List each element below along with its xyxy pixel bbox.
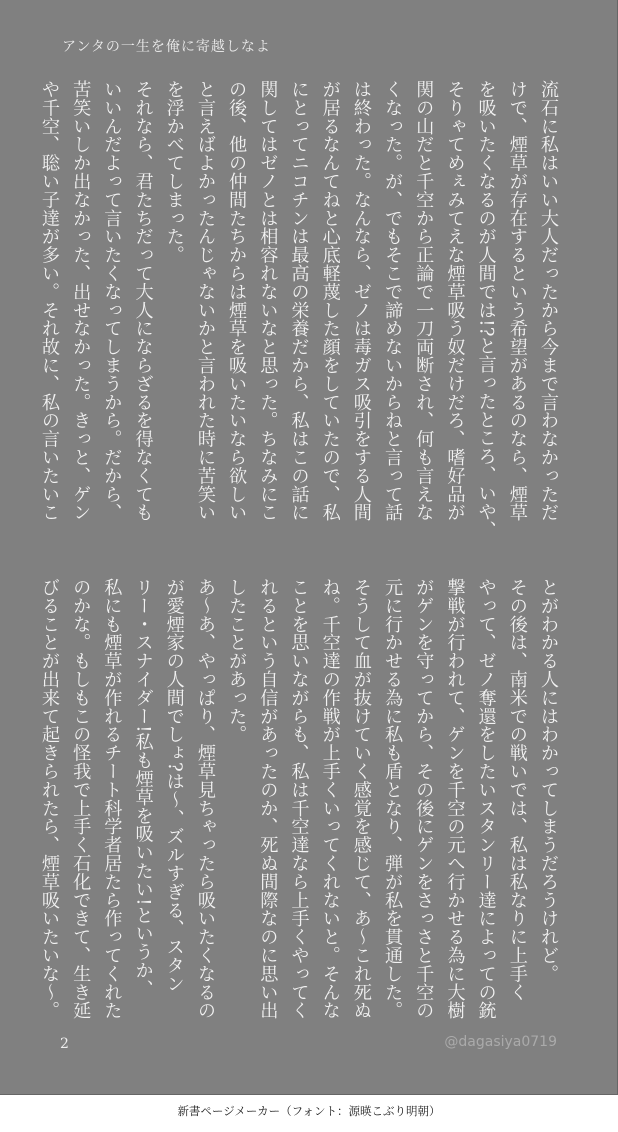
text-line: を吸いたくなるのが人間では!?と言ったところ、いや、 — [475, 80, 497, 540]
text-block-bottom — [37, 578, 561, 1028]
text-line: いいんだよって言いたくなってしまうから。だから、 — [101, 80, 123, 522]
text-line: にとってニコチンは最高の栄養だから、私はこの話に — [288, 80, 310, 522]
text-line: 撃戦が行われて、ゲンを千空の元へ行かせる為に大樹 — [444, 578, 466, 1020]
text-line: 関の山だと千空から正論で一刀両断され、何も言えな — [413, 80, 435, 522]
text-line: がゲンを守ってから、その後にゲンをさっさと千空の — [413, 578, 435, 1020]
text-line: リー・スナイダー!私も煙草を吸いたい!というか、 — [132, 578, 154, 998]
text-line: は終わった。なんなら、ゼノは毒ガス吸引をする人間 — [350, 80, 372, 522]
text-line: 苦笑いしか出なかった、出せなかった。きっと、ゲン — [70, 80, 92, 522]
footer-credit: 新書ページメーカー（フォント：源暎こぶり明朝） — [177, 1104, 441, 1118]
text-line: びることが出来て起きられたら、煙草吸いたいな〜。 — [39, 578, 60, 1020]
text-line: 私にも煙草が作れるチート科学者居たら作ってくれた — [101, 578, 123, 1020]
text-line: が愛煙家の人間でしょ?は〜、ズルすぎる、スタン — [163, 578, 185, 993]
text-line: したことがあった。 — [226, 578, 248, 744]
text-line: が居るなんてねと心底軽蔑した顔をしていたので、私 — [319, 80, 341, 522]
text-line: ことを思いながらも、私は千空達なら上手くやってく — [288, 578, 310, 1020]
text-line: あ〜あ、やっぱり、煙草見ちゃったら吸いたくなるの — [194, 578, 216, 1020]
text-line: ね。千空達の作戦が上手くいってくれないと。そんな — [319, 578, 341, 1020]
running-title: アンタの一生を俺に寄越しなよ — [62, 39, 271, 55]
text-line: そりゃてめぇみてえな煙草吸う奴だけだろ、嗜好品が — [444, 80, 466, 522]
text-line: とがわかる人にはわかってしまうだろうけれど。 — [538, 578, 559, 983]
text-line: を浮かべてしまった。 — [163, 80, 185, 264]
text-line: 元に行かせる為に私も盾となり、弾が私を貫通した。 — [382, 578, 404, 1020]
text-line: 流石に私はいい大人だったから今まで言わなかっただ — [538, 80, 559, 522]
page-number: 2 — [60, 1036, 69, 1052]
text-line: 関してはゼノとは相容れないなと思った。ちなみにこ — [257, 80, 279, 522]
text-line: その後は、南米での戦いでは、私は私なりに上手く — [506, 578, 528, 1002]
text-line: れるという自信があったのか、死ぬ間際なのに思い出 — [257, 578, 279, 1020]
text-line: くなった。が、でもそこで諦めないからねと言って話 — [382, 80, 404, 522]
text-line: や千空、聡い子達が多い。それ故に、私の言いたいこ — [39, 80, 60, 522]
text-line: のかな。もしもこの怪我で上手く石化できて、生き延 — [70, 578, 92, 1020]
text-line: それなら、君たちだって大人にならざるを得なくても — [132, 80, 154, 522]
text-line: そうして血が抜けていく感覚を感じて、あ〜これ死ぬ — [350, 578, 372, 1020]
text-line: の後、他の仲間たちからは煙草を吸いたいなら欲しい — [226, 80, 248, 522]
text-block-top — [37, 80, 561, 540]
text-line: と言えばよかったんじゃないかと言われた時に苦笑い — [194, 80, 216, 522]
text-line: やって、ゼノ奪還をしたいスタンリー達によっての銃 — [475, 578, 497, 1020]
text-line: けで、煙草が存在するという希望があるのなら、煙草 — [506, 80, 528, 522]
author-handle: @dagasiya0719 — [444, 1034, 557, 1050]
